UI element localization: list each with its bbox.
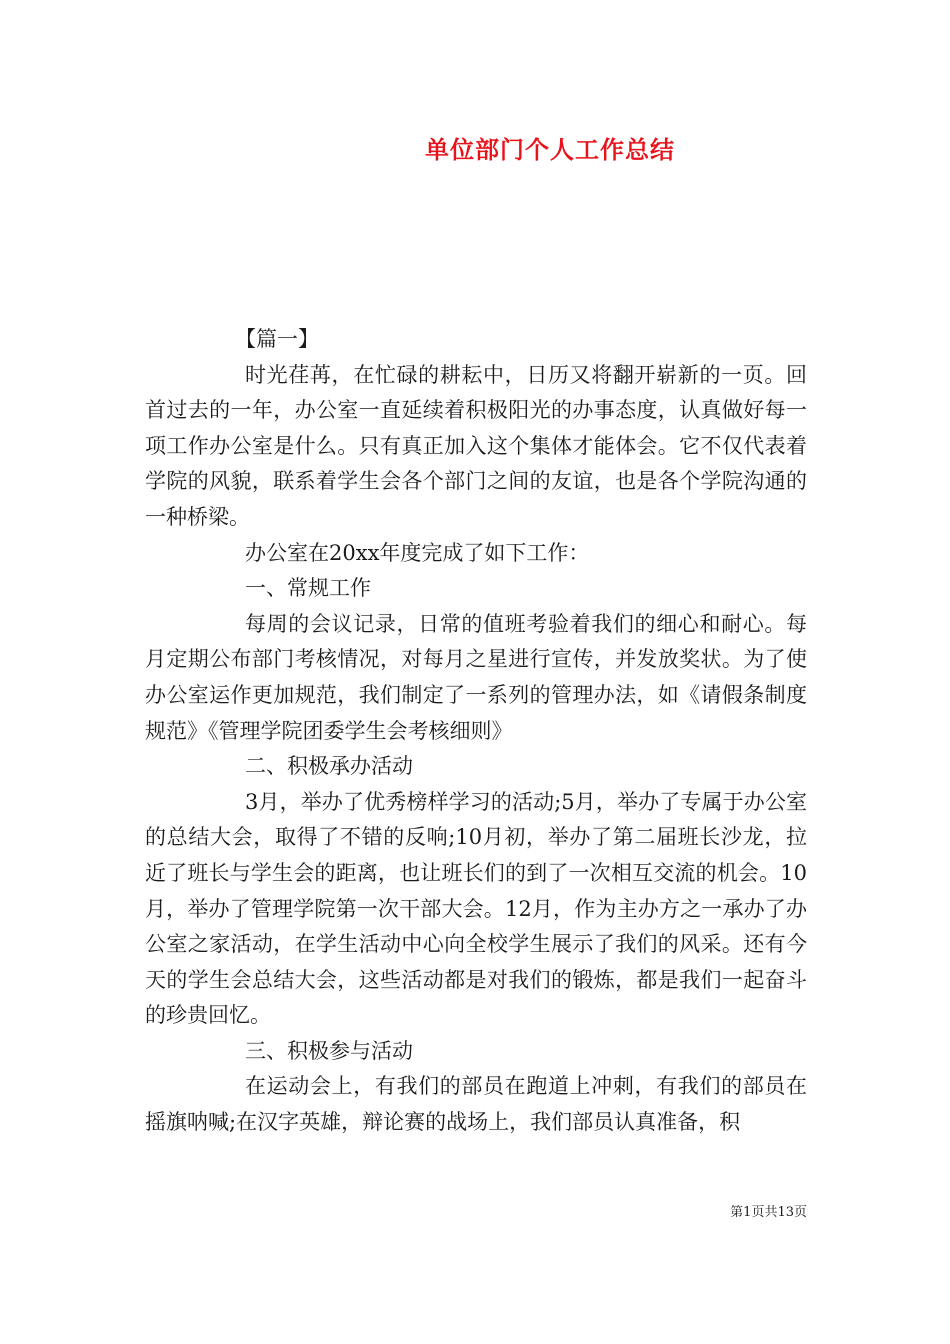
heading-participate-activities: 三、积极参与活动 — [245, 1038, 413, 1063]
paragraph-routine-work: 每周的会议记录，日常的值班考验着我们的细心和耐心。每月定期公布部门考核情况，对每月之星进行宣传，并发放奖状。为了使办公室运作更加规范，我们制定了一系列的管理办法，如《请假条制度规范》《管理学院团委学生会考核细则》 — [145, 611, 807, 743]
document-body — [145, 322, 807, 1141]
paragraph-host-activities: 3月，举办了优秀榜样学习的活动;5月，举办了专属于办公室的总结大会，取得了不错的反响;10月初，举办了第二届班长沙龙，拉近了班长与学生会的距离，也让班长们的到了一次相互交流的机会。10月，举办了管理学院第一次干部大会。12月，作为主办方之一承办了办公室之家活动，在学生活动中心向全校学生展示了我们的风采。还有今天的学生会总结大会，这些活动都是对我们的锻炼，都是我们一起奋斗的珍贵回忆。 — [145, 789, 807, 1028]
document-title: 单位部门个人工作总结 — [425, 135, 675, 164]
paragraph-intro: 时光荏苒，在忙碌的耕耘中，日历又将翻开崭新的一页。回首过去的一年，办公室一直延续着积极阳光的办事态度，认真做好每一项工作办公室是什么。只有真正加入这个集体才能体会。它不仅代表着学院的风貌，联系着学生会各个部门之间的友谊，也是各个学院沟通的一种桥梁。 — [145, 362, 807, 529]
paragraph-participate-activities: 在运动会上，有我们的部员在跑道上冲刺，有我们的部员在摇旗呐喊;在汉字英雄，辩论赛的战场上，我们部员认真准备，积 — [145, 1074, 807, 1135]
paragraph-summary-lead: 办公室在20xx年度完成了如下工作： — [245, 540, 590, 565]
page-number: 第1页共13页 — [730, 1205, 807, 1220]
heading-routine-work: 一、常规工作 — [245, 576, 371, 601]
heading-host-activities: 二、积极承办活动 — [245, 754, 413, 779]
section-label: 【篇一】 — [235, 327, 319, 351]
